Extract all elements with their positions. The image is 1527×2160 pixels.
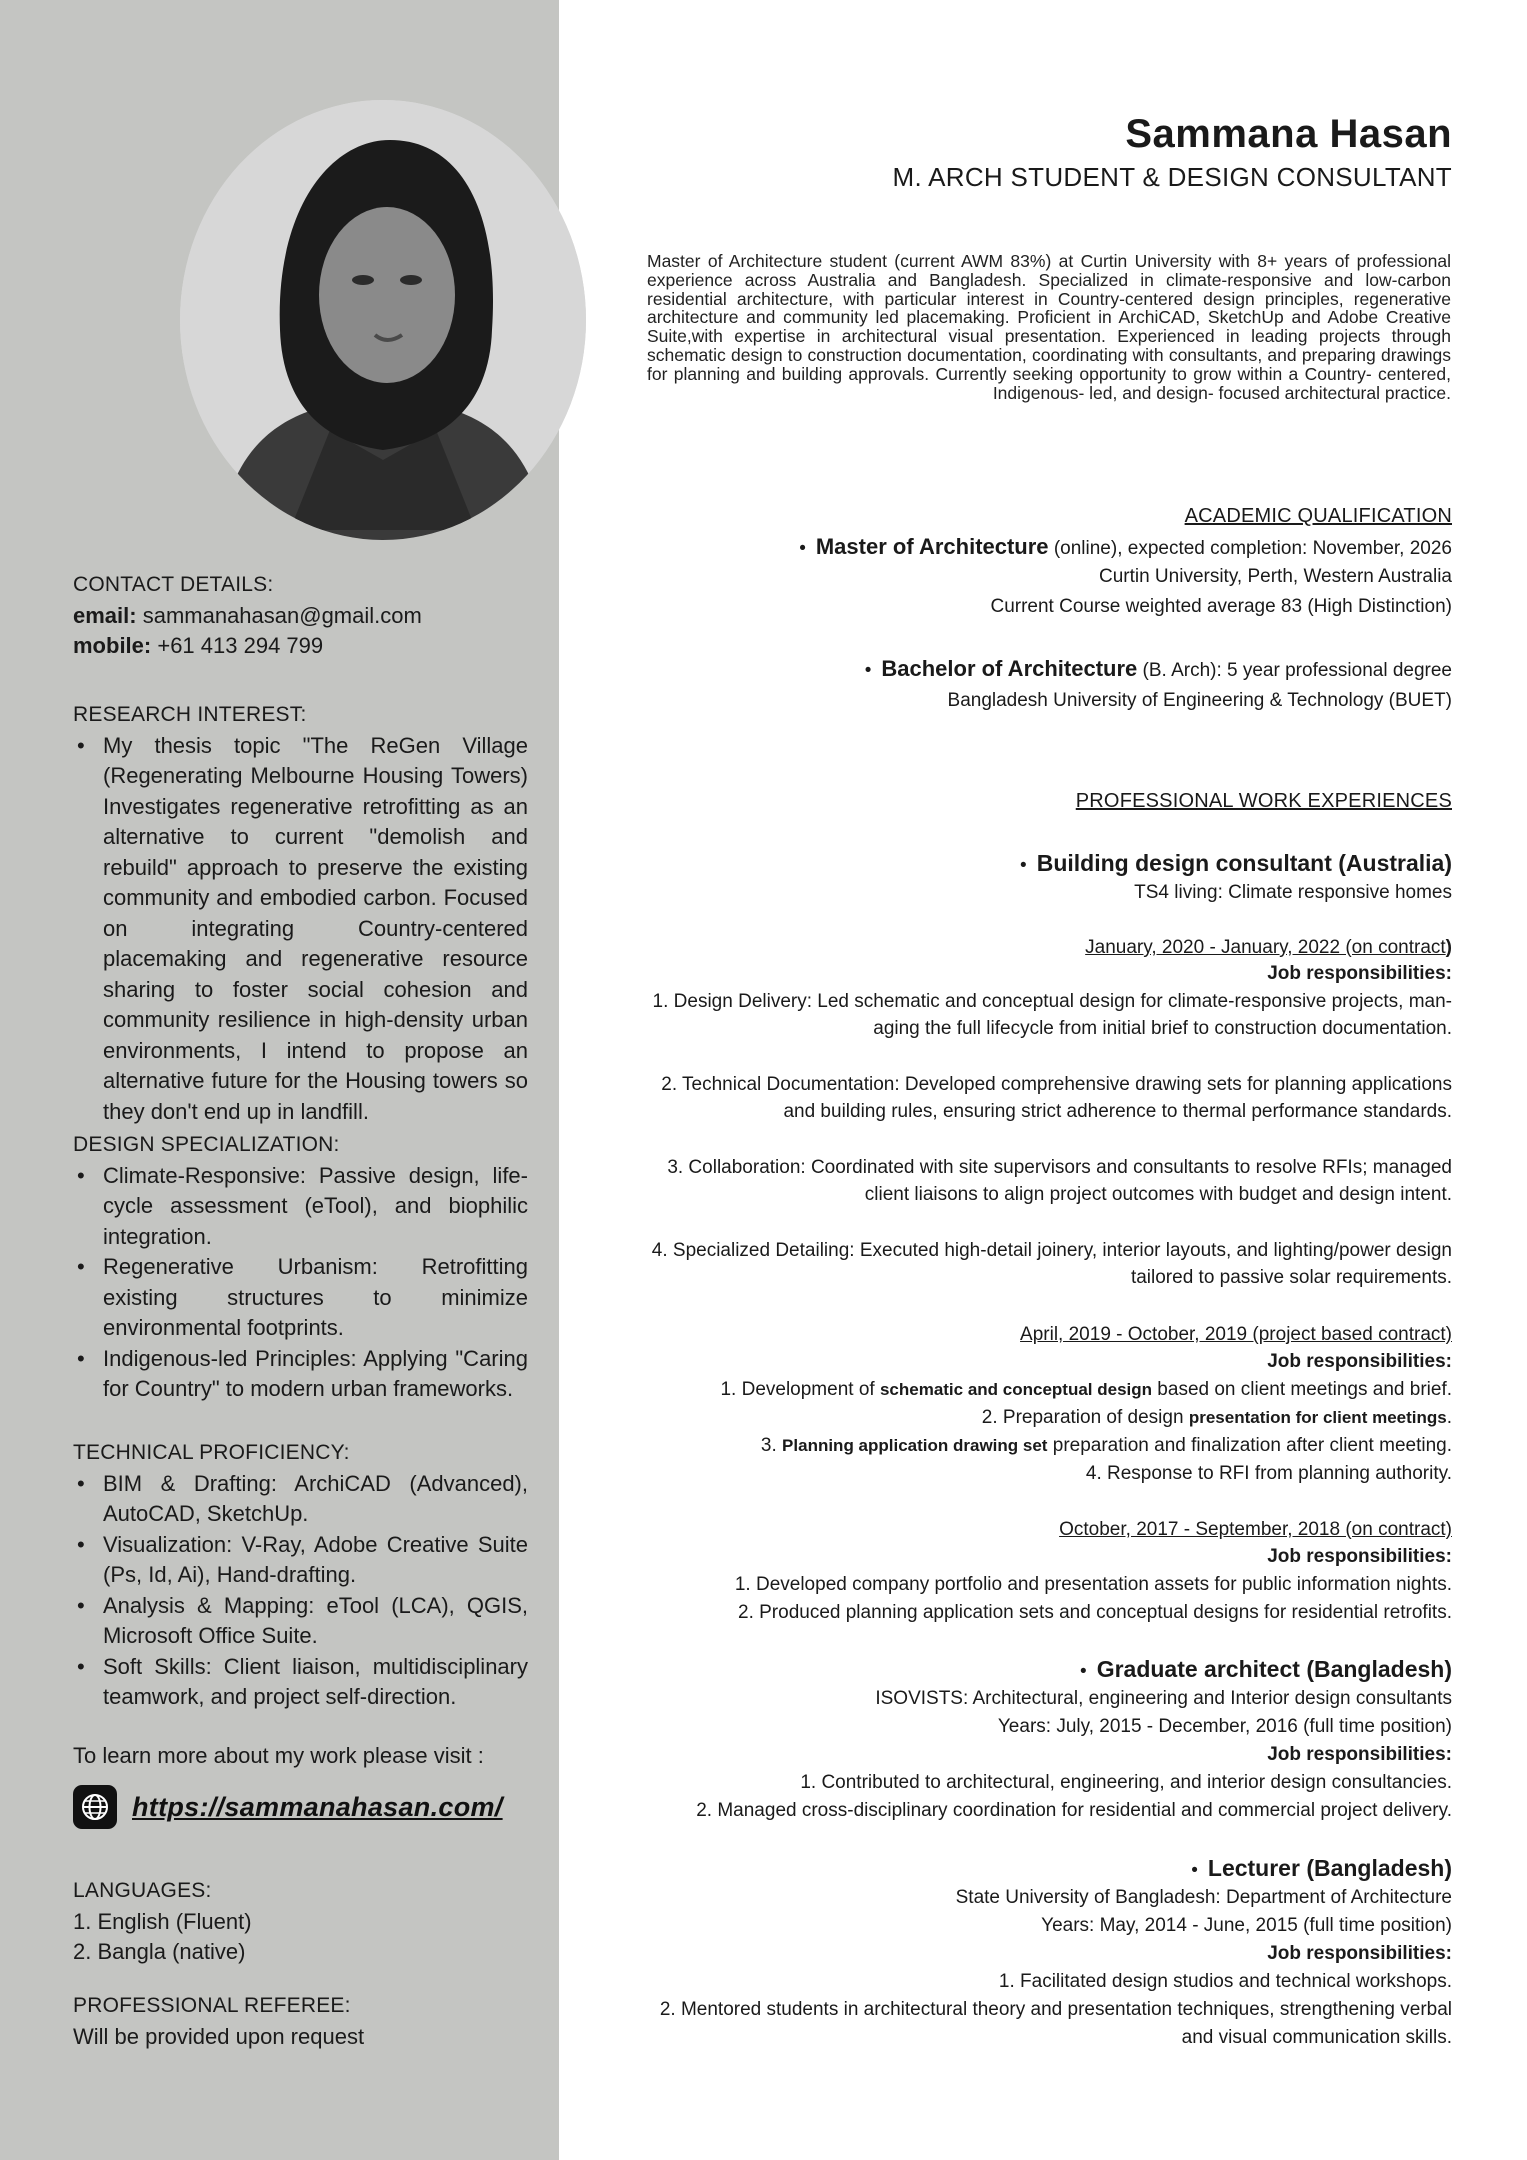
period-dates: April, 2019 - October, 2019 (project based contract): [1020, 1324, 1452, 1345]
language-item: 1. English (Fluent): [73, 1908, 252, 1934]
work-heading: PROFESSIONAL WORK EXPERIENCES: [1075, 790, 1452, 812]
language-item: 2. Bangla (native): [73, 1939, 246, 1964]
resp-item-cont: aging the full lifecycle from initial brief to construction documentation.: [873, 1018, 1452, 1039]
list-item: • Regenerative Urbanism: Retrofitting existing structures to minimize environmental footprints.: [73, 1252, 528, 1344]
responsibilities-label: Job responsibilities:: [1267, 963, 1452, 984]
list-item: • Climate-Responsive: Passive design, life-cycle assessment (eTool), and biophilic integration.: [73, 1161, 528, 1253]
responsibilities-label: Job responsibilities:: [1267, 1546, 1452, 1567]
globe-icon: [73, 1785, 117, 1829]
list-item: • Visualization: V-Ray, Adobe Creative Suite (Ps, Id, Ai), Hand-drafting.: [73, 1530, 528, 1591]
degree-title: Master of Architecture: [815, 534, 1049, 559]
research-heading: RESEARCH INTEREST:: [73, 703, 307, 726]
contact-heading: CONTACT DETAILS:: [73, 573, 274, 596]
resp-text: .: [1446, 1407, 1452, 1428]
email-label: email:: [73, 602, 137, 628]
languages-section: [73, 1876, 528, 1968]
candidate-name: Sammana Hasan: [1125, 112, 1452, 156]
technical-heading: TECHNICAL PROFICIENCY:: [73, 1441, 350, 1464]
job-title-text: Lecturer (Bangladesh): [1207, 1855, 1452, 1881]
responsibilities-label: Job responsibilities:: [1267, 1943, 1452, 1964]
referee-text: Will be provided upon request: [73, 2023, 365, 2049]
website-link[interactable]: https://sammanahasan.com/: [132, 1791, 503, 1822]
job-title-consultant: • Building design consultant (Australia): [1020, 850, 1452, 876]
resp-item-cont: and visual communication skills.: [1181, 2027, 1452, 2048]
website-row: [73, 1785, 503, 1829]
job-company: TS4 living: Climate responsive homes: [1134, 882, 1452, 903]
profile-summary: Master of Architecture student (current AWM 83%) at Curtin University with 8+ years of professional experience across Australia and Bangladesh. Specialized in climate-responsive and low-carbon residential architecture, with particular interest in Country-centered design principles, regenerative architecture and community led placemaking. Proficient in ArchiCAD, SketchUp and Adobe Creative Suite,with expertise in architectural visual presentation. Experienced in leading projects through schematic design to construction documentation, coordinating with consultants, and preparing drawings for planning and building approvals. Currently seeking opportunity to grow within a Country- centered, Indigenous- led, and design- focused architectural practice.: [647, 251, 1451, 403]
resp-item: [720, 1376, 1452, 1404]
degree-detail: (B. Arch): 5 year professional degree: [1137, 660, 1452, 681]
degree-barch: • Bachelor of Architecture (B. Arch): 5 year professional degree: [864, 656, 1452, 681]
list-item: • BIM & Drafting: ArchiCAD (Advanced), AutoCAD, SketchUp.: [73, 1469, 528, 1530]
period-dates: [1085, 934, 1452, 962]
mobile-label: mobile:: [73, 633, 152, 658]
website-intro-text: To learn more about my work please visit :: [73, 1743, 484, 1768]
period-dates: October, 2017 - September, 2018 (on contract): [1059, 1519, 1452, 1540]
resp-text: 3.: [760, 1435, 783, 1456]
job-title-text: Building design consultant (Australia): [1036, 850, 1452, 876]
resp-item: 2. Managed cross-disciplinary coordination for residential and commercial project delivery.: [696, 1800, 1452, 1821]
resp-text: based on client meetings and brief.: [1152, 1379, 1452, 1400]
research-text: • My thesis topic "The ReGen Village (Regenerating Melbourne Housing Towers) Investigates regenerative retrofitting as an alternative to current "demolish and rebuild" approach to preserve the existing community and embodied carbon. Focused on integrating Country-centered placemaking and regenerative resource sharing to foster social cohesion and community resilience in high-density urban environments, I intend to propose an alternative future for the Housing towers so they don't end up in landfill.: [73, 731, 528, 1128]
resp-item: [982, 1404, 1452, 1432]
responsibilities-label: Job responsibilities:: [1267, 1351, 1452, 1372]
degree-title: Bachelor of Architecture: [881, 656, 1138, 681]
portrait-illustration: [180, 100, 586, 540]
referee-section: [73, 1991, 528, 2052]
website-intro: [73, 1741, 528, 1772]
resp-item: 3. Collaboration: Coordinated with site supervisors and consultants to resolve RFIs; managed: [667, 1157, 1452, 1178]
resp-item: 1. Developed company portfolio and presentation assets for public information nights.: [734, 1574, 1452, 1595]
job-years: Years: July, 2015 - December, 2016 (full time position): [997, 1716, 1452, 1737]
referee-heading: PROFESSIONAL REFEREE:: [73, 1994, 351, 2017]
job-title-text: Graduate architect (Bangladesh): [1096, 1656, 1452, 1682]
contact-section: [73, 570, 528, 662]
resp-text: 2. Preparation of design: [981, 1407, 1189, 1428]
design-spec-section: [73, 1130, 528, 1405]
job-title-lecturer: • Lecturer (Bangladesh): [1191, 1855, 1452, 1881]
resp-item: 4. Specialized Detailing: Executed high-detail joinery, interior layouts, and lighting/power design: [651, 1240, 1452, 1261]
resp-item: 1. Facilitated design studios and technical workshops.: [998, 1971, 1452, 1992]
resp-emphasis: schematic and conceptual design: [879, 1380, 1153, 1399]
candidate-role: M. ARCH STUDENT & DESIGN CONSULTANT: [892, 162, 1452, 192]
technical-section: [73, 1438, 528, 1713]
responsibilities-label: Job responsibilities:: [1267, 1744, 1452, 1765]
list-item: • Analysis & Mapping: eTool (LCA), QGIS, Microsoft Office Suite.: [73, 1591, 528, 1652]
resp-item: 1. Design Delivery: Led schematic and conceptual design for climate-responsive projects, man-: [652, 991, 1452, 1012]
resp-item-cont: client liaisons to align project outcomes with budget and design intent.: [864, 1184, 1452, 1205]
resp-text: 1. Development of: [720, 1379, 880, 1400]
resp-item-cont: tailored to passive solar requirements.: [1130, 1267, 1452, 1288]
degree-institution: Curtin University, Perth, Western Australia: [1098, 566, 1452, 587]
resp-item-cont: and building rules, ensuring strict adherence to thermal performance standards.: [783, 1101, 1452, 1122]
resp-item: 2. Produced planning application sets and conceptual designs for residential retrofits.: [738, 1602, 1452, 1623]
resp-item: 2. Technical Documentation: Developed comprehensive drawing sets for planning applications: [661, 1074, 1452, 1095]
resp-item: 1. Contributed to architectural, engineering, and interior design consultancies.: [800, 1772, 1452, 1793]
job-company: State University of Bangladesh: Department of Architecture: [955, 1887, 1452, 1908]
mobile-value: +61 413 294 799: [151, 633, 324, 658]
list-item: • Soft Skills: Client liaison, multidisciplinary teamwork, and project self-direction.: [73, 1652, 528, 1713]
resp-item: [761, 1432, 1452, 1460]
degree-detail: (online), expected completion: November, 2026: [1048, 538, 1452, 559]
languages-heading: LANGUAGES:: [73, 1879, 212, 1902]
resp-item: 4. Response to RFI from planning authority.: [1085, 1463, 1452, 1484]
resp-text: preparation and finalization after client meeting.: [1047, 1435, 1452, 1456]
email-line: [73, 601, 528, 632]
resp-emphasis: presentation for client meetings: [1188, 1408, 1447, 1427]
degree-march: • Master of Architecture (online), expected completion: November, 2026: [799, 534, 1452, 559]
email-value[interactable]: sammanahasan@gmail.com: [136, 602, 422, 628]
profile-photo: [180, 100, 586, 540]
degree-institution: Bangladesh University of Engineering & Technology (BUET): [947, 690, 1452, 711]
resp-emphasis: Planning application drawing set: [782, 1436, 1048, 1455]
job-title-graduate: • Graduate architect (Bangladesh): [1080, 1656, 1452, 1682]
resp-item: 2. Mentored students in architectural theory and presentation techniques, strengthening verbal: [659, 1999, 1452, 2020]
job-company: ISOVISTS: Architectural, engineering and Interior design consultants: [875, 1688, 1452, 1709]
list-item: • Indigenous-led Principles: Applying "Caring for Country" to modern urban frameworks.: [73, 1344, 528, 1405]
design-spec-heading: DESIGN SPECIALIZATION:: [73, 1133, 340, 1156]
research-section: [73, 700, 528, 1127]
academic-heading: ACADEMIC QUALIFICATION: [1184, 505, 1452, 527]
period-dates-close: ): [1445, 937, 1452, 958]
job-years: Years: May, 2014 - June, 2015 (full time position): [1041, 1915, 1452, 1936]
mobile-line: [73, 631, 528, 662]
period-dates-text: January, 2020 - January, 2022 (on contract: [1085, 937, 1446, 958]
degree-grade: Current Course weighted average 83 (High Distinction): [990, 596, 1452, 617]
